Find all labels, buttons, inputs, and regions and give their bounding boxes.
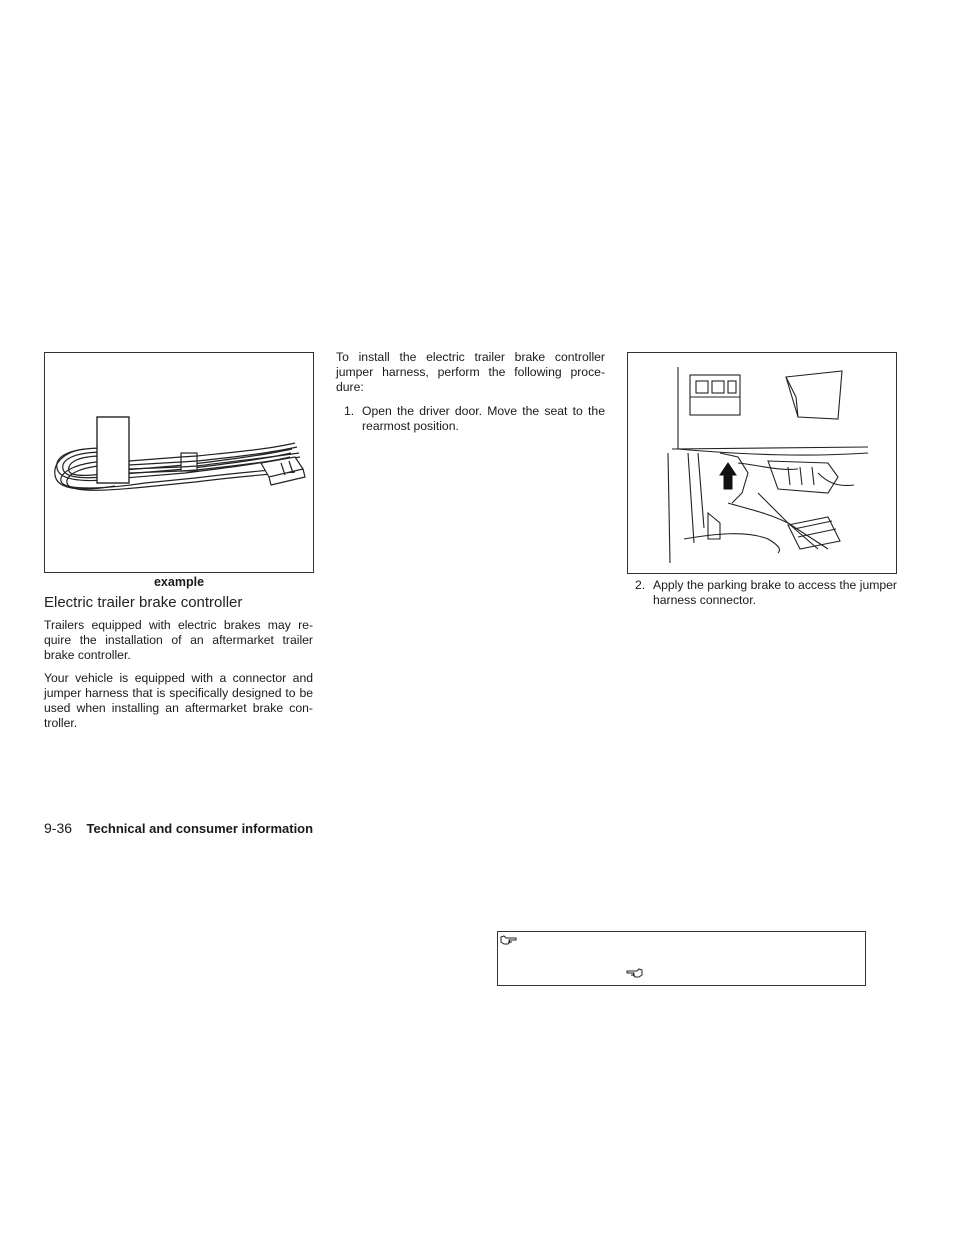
figure-caption: example (153, 575, 205, 589)
right-body (627, 578, 897, 608)
step-text: Apply the parking brake to access the jumper harness connector. (653, 578, 897, 607)
step-number: 1. (344, 404, 355, 418)
step-number: 2. (635, 578, 646, 592)
procedure-intro: To install the electric trailer brake controller jumper harness, perform the following proce-dure: (336, 350, 605, 394)
footer-section-title: Technical and consumer information (86, 821, 314, 836)
page-number: 9-36 (44, 820, 73, 836)
harness-figure (44, 352, 314, 573)
page-footer (44, 820, 313, 838)
paragraph-1: Trailers equipped with electric brakes may re-quire the installation of an aftermarket trailer brake controller. (44, 618, 313, 662)
middle-body (336, 350, 605, 434)
dashboard-figure (627, 352, 897, 574)
left-body (44, 618, 313, 731)
reference-box (497, 931, 866, 986)
section-heading: Electric trailer brake controller (44, 594, 243, 611)
dashboard-illustration (628, 353, 896, 573)
step-text: Open the driver door. Move the seat to the rearmost position. (362, 404, 605, 433)
paragraph-2: Your vehicle is equipped with a connector and jumper harness that is specifically designed to be used when installing an aftermarket brake con-troller. (44, 671, 313, 730)
pointing-hand-icon (500, 934, 518, 946)
harness-illustration (45, 353, 313, 572)
hand-icon (625, 967, 643, 979)
step-1 (336, 404, 605, 434)
step-2 (627, 578, 897, 608)
